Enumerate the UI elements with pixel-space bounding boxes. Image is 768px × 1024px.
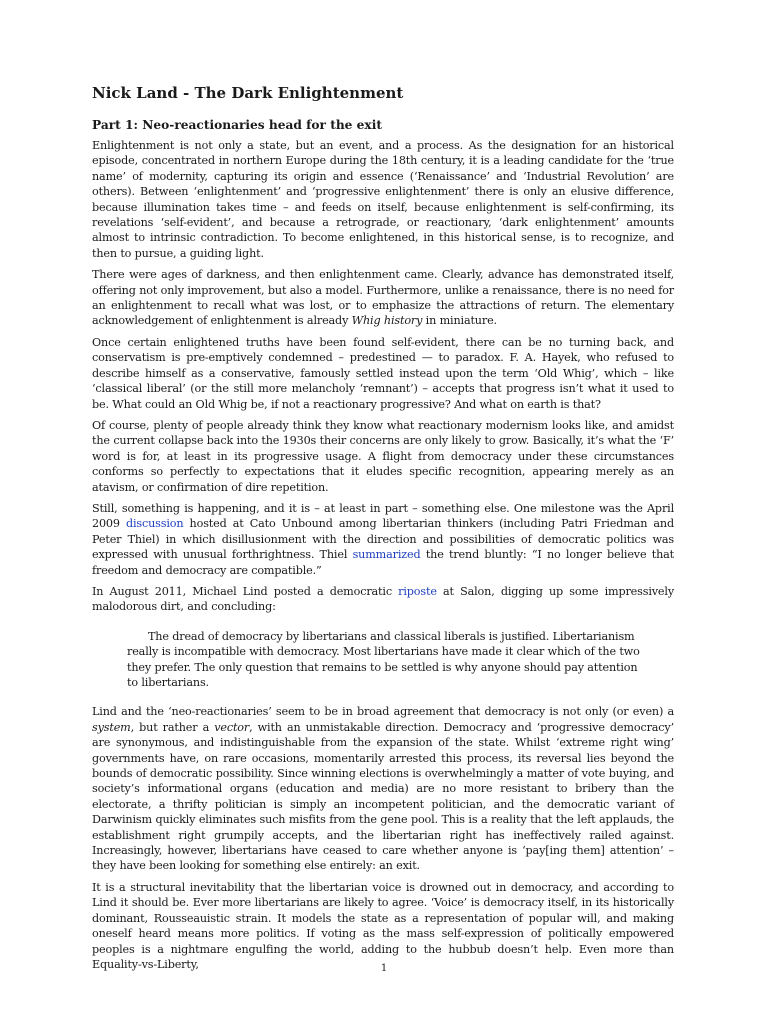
paragraph-6-text-1: In August 2011, Michael Lind posted a democratic bbox=[92, 584, 399, 598]
paragraph-7-text-3: , with an unmistakable direction. Democracy and ‘progressive democracy’ are synonymous, and indistinguishable from the expansion of the state. Whilst ‘extreme right wing’ governments have, on rare occasions, momentarily arrested this process, its reversal lies beyond the bounds of democratic possibility. Since winning elections is overwhelmingly a matter of vote buying, and society’s informational organs (education and media) are no more resistant to bribery than the electorate, a thrifty politician is simply an incompetent politician, and the democratic variant of Darwinism quickly eliminates such misfits from the gene pool. This is a reality that the left applauds, the establishment right grumpily accepts, and the libertarian right has ineffectively railed against. Increasingly, however, libertarians have ceased to care whether anyone is ‘pay[ing them] attention’ – they have been looking for something else entirely: an exit. bbox=[92, 720, 674, 873]
section-heading: Part 1: Neo-reactionaries head for the exit bbox=[92, 118, 382, 132]
summarized-link[interactable]: summarized bbox=[352, 548, 421, 562]
article-body bbox=[92, 83, 674, 978]
paragraph-6 bbox=[92, 584, 674, 615]
lind-quote-text: The dread of democracy by libertarians and classical liberals is justified. Libertarianism really is incompatible with democracy. Most libertarians have made it clear which of the two they prefer. The only question that remains to be settled is why anyone should pay attention to libertarians. bbox=[127, 629, 640, 689]
paragraph-5-text-1: Still, something is happening, and it is – at least in part – something else. One milestone was the April 2009 bbox=[92, 501, 674, 531]
paragraph-2 bbox=[92, 267, 674, 329]
paragraph-6-text-2: at Salon, digging up some impressively malodorous dirt, and concluding: bbox=[92, 584, 674, 614]
paragraph-5-text-3: the trend bluntly: “I no longer believe that freedom and democracy are compatible.” bbox=[92, 548, 675, 577]
paragraph-5-text-2: hosted at Cato Unbound among libertarian thinkers (including Patri Friedman and Peter Thiel) in which disillusionment with the direction and possibilities of democratic politics was expressed with unusual forthrightness. Thiel bbox=[92, 517, 674, 562]
page-number: 1 bbox=[380, 963, 388, 974]
paragraph-1: Enlightenment is not only a state, but an event, and a process. As the designation for an historical episode, concentrated in northern Europe during the 18th century, it is a leading candidate for the ‘true name’ of modernity, capturing its origin and essence (‘Renaissance’ and ‘Industrial Revolution’ are others). Between ‘enlightenment’ and ‘progressive enlightenment’ there is only an elusive difference, because illumination takes time – and feeds on itself, because enlightenment is self-confirming, its revelations ‘self-evident’, and because a retrograde, or reactionary, ‘dark enlightenment’ amounts almost to intrinsic contradiction. To become enlightened, in this historical sense, is to recognize, and then to pursue, a guiding light. bbox=[92, 139, 674, 260]
paragraph-2-text: There were ages of darkness, and then enlightenment came. Clearly, advance has demonstrated itself, offering not only improvement, but also a model. Furthermore, unlike a renaissance, there is no need for an enlightenment to recall what was lost, or to emphasize the attractions of return. The elementary acknowledgement of enlightenment is already bbox=[92, 268, 674, 328]
paragraph-7-text-1: Lind and the ‘neo-reactionaries’ seem to be in broad agreement that democracy is not only (or even) a bbox=[92, 705, 674, 719]
paragraph-2-tail: in miniature. bbox=[422, 314, 497, 328]
discussion-link[interactable]: discussion bbox=[125, 517, 184, 531]
lind-quote bbox=[127, 629, 647, 691]
paragraph-8: It is a structural inevitability that the libertarian voice is drowned out in democracy, and according to Lind it should be. Ever more libertarians are likely to agree. ‘Voice’ is democracy itself, in its historically dominant, Rousseauistic strain. It models the state as a representation of popular will, and making oneself heard means more politics. If voting as the mass self-expression of politically empowered peoples is a nightmare engulfing the world, adding to the hubbub doesn’t help. Even more than Equality-vs-Liberty, bbox=[92, 880, 674, 971]
paragraph-3: Once certain enlightened truths have been found self-evident, there can be no turning back, and conservatism is pre-emptively condemned – predestined — to paradox. F. A. Hayek, who refused to describe himself as a conservative, famously settled instead upon the term ‘Old Whig’, which – like ‘classical liberal’ (or the still more melancholy ‘remnant’) – accepts that progress isn’t what it used to be. What could an Old Whig be, if not a reactionary progressive? And what on earth is that? bbox=[92, 335, 674, 411]
riposte-link[interactable]: riposte bbox=[398, 584, 437, 598]
emphasis-whig-history: Whig history bbox=[351, 314, 423, 328]
paragraph-5 bbox=[92, 501, 674, 578]
article-title: Nick Land - The Dark Enlightenment bbox=[92, 84, 404, 102]
paragraph-7 bbox=[92, 704, 674, 873]
emphasis-vector: vector bbox=[214, 720, 250, 734]
emphasis-system: system bbox=[92, 720, 131, 734]
paragraph-7-text-2: , but rather a bbox=[130, 720, 215, 734]
paragraph-4: Of course, plenty of people already think they know what reactionary modernism looks like, and amidst the current collapse back into the 1930s their concerns are only likely to grow. Basically, it’s what the ‘F’ word is for, at least in its progressive usage. A flight from democracy under these circumstances conforms so perfectly to expectations that it eludes specific recognition, appearing merely as an atavism, or confirmation of dire repetition. bbox=[92, 418, 674, 494]
